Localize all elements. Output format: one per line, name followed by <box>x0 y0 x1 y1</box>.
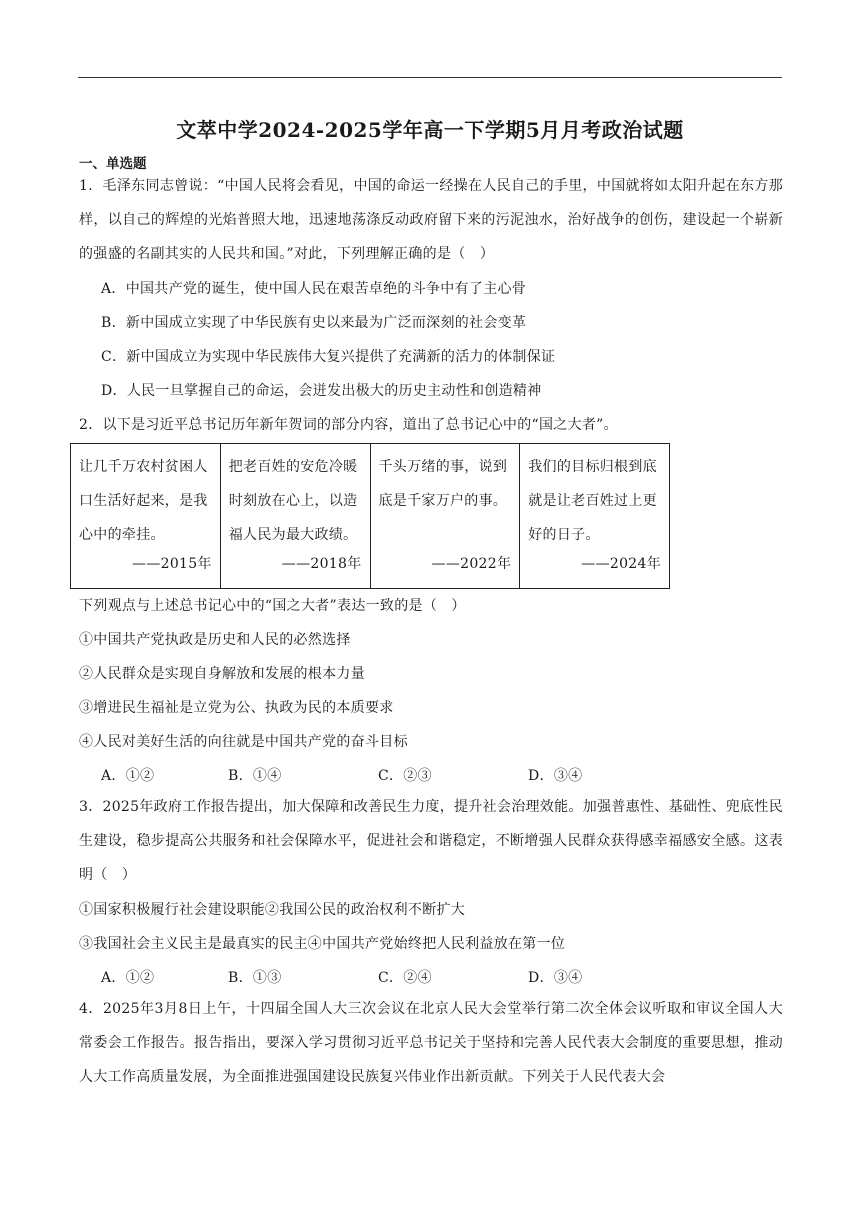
quote-year: ——2022年 <box>431 556 512 572</box>
section-heading: 一、单选题 <box>79 156 147 172</box>
question-1-option-a[interactable]: A．中国共产党的诞生，使中国人民在艰苦卓绝的斗争中有了主心骨 <box>101 281 527 297</box>
quote-text: 让几千万农村贫困人口生活好起来，是我心中的牵挂。 <box>79 459 208 543</box>
quote-cell <box>71 444 221 589</box>
page-title: 文萃中学2024-2025学年高一下学期5月月考政治试题 <box>176 118 684 142</box>
quote-year: ——2024年 <box>581 556 661 572</box>
quote-year: ——2015年 <box>132 556 212 572</box>
question-2-option-a[interactable]: A．①② <box>101 768 155 784</box>
quote-cell <box>220 444 370 589</box>
question-2-option-b[interactable]: B．①④ <box>228 768 282 784</box>
question-2-statement-4: ④人民对美好生活的向往就是中国共产党的奋斗目标 <box>79 734 408 750</box>
quote-cell <box>520 444 670 589</box>
question-3-option-c[interactable]: C．②④ <box>378 970 432 986</box>
quote-cell <box>370 444 520 589</box>
question-1-option-c[interactable]: C．新中国成立为实现中华民族伟大复兴提供了充满新的活力的体制保证 <box>101 349 556 365</box>
question-3-option-b[interactable]: B．①③ <box>228 970 282 986</box>
question-2-option-d[interactable]: D．③④ <box>528 768 583 784</box>
question-3-stem: 3．2025年政府工作报告提出，加大保障和改善民生力度，提升社会治理效能。加强普惠性、基础性、兜底性民生建设，稳步提高公共服务和社会保障水平，促进社会和谐稳定，不断增强人民群众获得感幸福感安全感。这表明（ ） <box>79 799 783 883</box>
question-1-option-b[interactable]: B．新中国成立实现了中华民族有史以来最为广泛而深刻的社会变革 <box>101 315 527 331</box>
quote-text: 把老百姓的安危冷暖时刻放在心上，以造福人民为最大政绩。 <box>228 459 358 543</box>
question-2-option-c[interactable]: C．②③ <box>378 768 432 784</box>
question-3-statement-line-2: ③我国社会主义民主是最真实的民主④中国共产党始终把人民利益放在第一位 <box>79 936 566 952</box>
question-4-stem: 4．2025年3月8日上午，十四届全国人大三次会议在北京人民大会堂举行第二次全体会议听取和审议全国人大常委会工作报告。报告指出，要深入学习贯彻习近平总书记关于坚持和完善人民代表大会制度的重要思想，推动人大工作高质量发展，为全面推进强国建设民族复兴伟业作出新贡献。下列关于人民代表大会 <box>79 1001 783 1085</box>
question-3-option-a[interactable]: A．①② <box>101 970 155 986</box>
header-rule <box>78 77 782 78</box>
question-3-option-d[interactable]: D．③④ <box>528 970 583 986</box>
question-2-statement-3: ③增进民生福祉是立党为公、执政为民的本质要求 <box>79 700 394 716</box>
question-1-option-d[interactable]: D．人民一旦掌握自己的命运，会迸发出极大的历史主动性和创造精神 <box>101 383 542 399</box>
quote-text: 我们的目标归根到底就是让老百姓过上更好的日子。 <box>528 459 657 543</box>
quote-text: 千头万绪的事，说到底是千家万户的事。 <box>378 459 508 509</box>
question-2-statement-1: ①中国共产党执政是历史和人民的必然选择 <box>79 632 351 648</box>
quote-year: ——2018年 <box>281 556 362 572</box>
question-1-stem: 1．毛泽东同志曾说：“中国人民将会看见，中国的命运一经操在人民自己的手里，中国就将如太阳升起在东方那样，以自己的辉煌的光焰普照大地，迅速地荡涤反动政府留下来的污泥浊水，治好战争的创伤，建设起一个崭新的强盛的名副其实的人民共和国。”对此，下列理解正确的是（ ） <box>79 178 783 262</box>
question-2-prompt: 下列观点与上述总书记心中的“国之大者”表达一致的是（ ） <box>79 598 466 614</box>
quotes-table <box>70 443 670 589</box>
question-2-statement-2: ②人民群众是实现自身解放和发展的根本力量 <box>79 666 365 682</box>
question-3-statement-line-1: ①国家积极履行社会建设职能②我国公民的政治权利不断扩大 <box>79 902 466 918</box>
question-2-stem: 2．以下是习近平总书记历年新年贺词的部分内容，道出了总书记心中的“国之大者”。 <box>79 417 618 433</box>
